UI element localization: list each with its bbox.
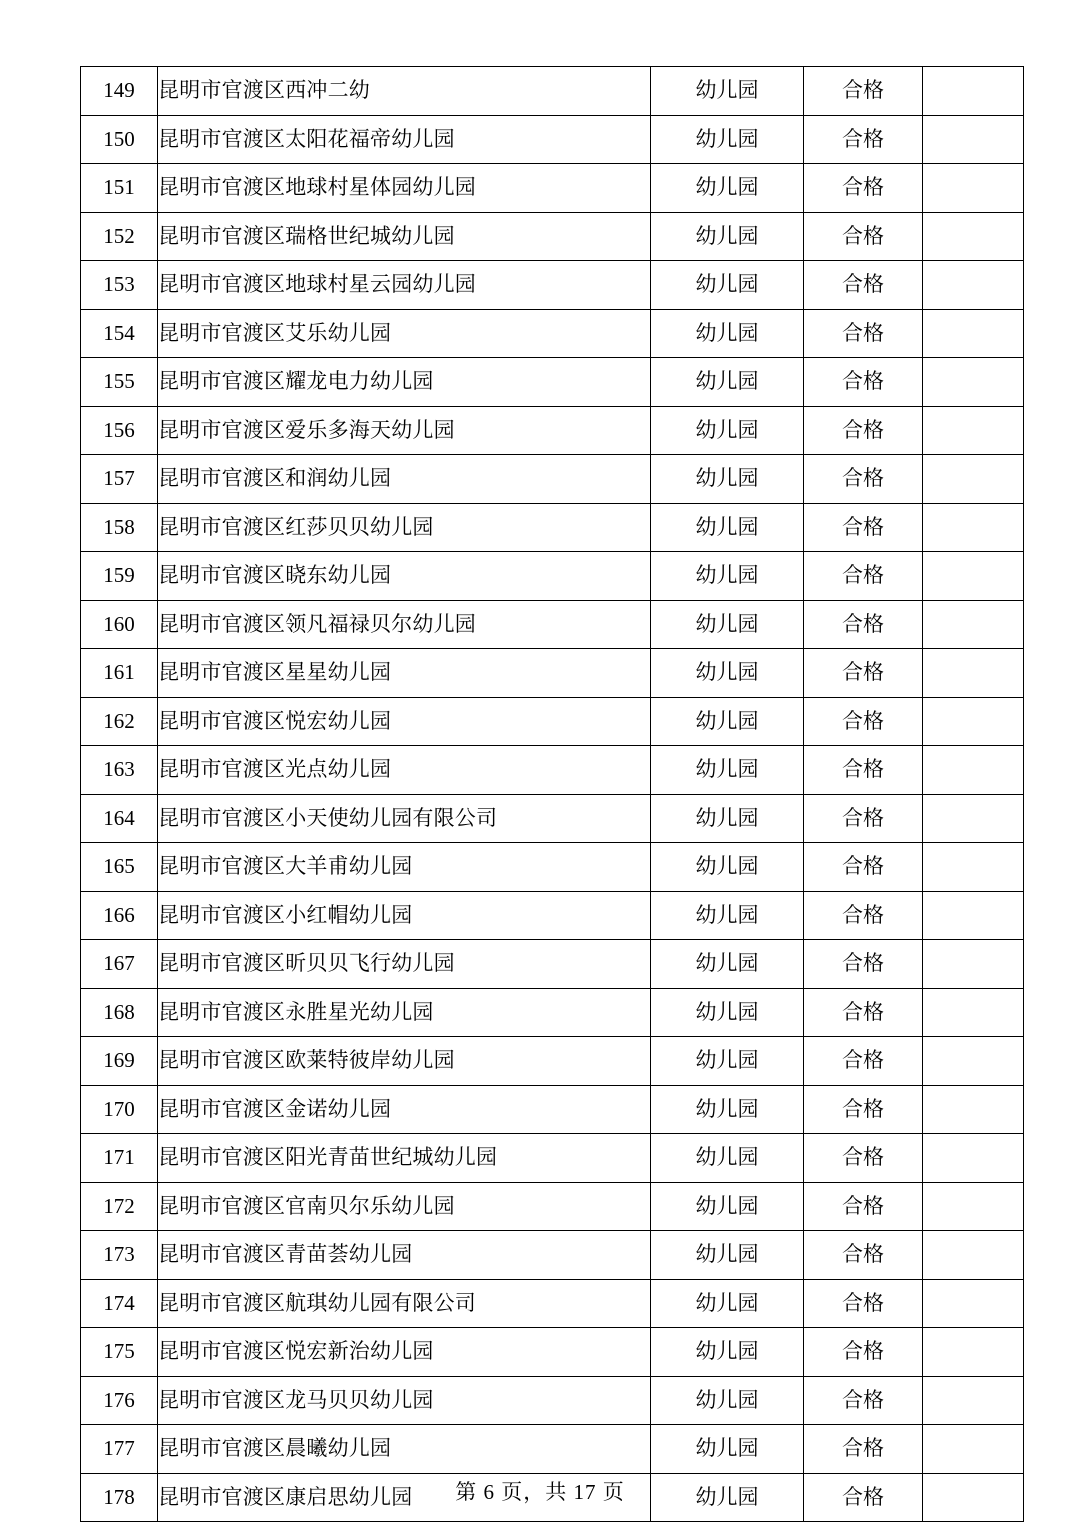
- row-result-cell: 合格: [804, 503, 923, 552]
- table-row: [81, 794, 1024, 843]
- row-name-cell: 昆明市官渡区星星幼儿园: [158, 649, 651, 698]
- row-remark-cell: [923, 1182, 1024, 1231]
- table-row: [81, 843, 1024, 892]
- row-type-cell: 幼儿园: [651, 1328, 804, 1377]
- row-remark-cell: [923, 843, 1024, 892]
- table-row: [81, 552, 1024, 601]
- row-result-cell: 合格: [804, 455, 923, 504]
- row-type-cell: 幼儿园: [651, 1279, 804, 1328]
- row-result-cell: 合格: [804, 1231, 923, 1280]
- row-index-cell: 158: [81, 503, 158, 552]
- row-index-cell: 176: [81, 1376, 158, 1425]
- row-remark-cell: [923, 261, 1024, 310]
- table-row: [81, 1037, 1024, 1086]
- table-row: [81, 1279, 1024, 1328]
- table-row: [81, 358, 1024, 407]
- row-result-cell: 合格: [804, 988, 923, 1037]
- row-name-cell: 昆明市官渡区地球村星云园幼儿园: [158, 261, 651, 310]
- row-result-cell: 合格: [804, 358, 923, 407]
- table-row: [81, 1134, 1024, 1183]
- row-result-cell: 合格: [804, 67, 923, 116]
- row-name-cell: 昆明市官渡区康启思幼儿园: [158, 1473, 651, 1522]
- row-result-cell: 合格: [804, 1425, 923, 1474]
- row-remark-cell: [923, 940, 1024, 989]
- row-name-cell: 昆明市官渡区航琪幼儿园有限公司: [158, 1279, 651, 1328]
- row-type-cell: 幼儿园: [651, 843, 804, 892]
- table-row: [81, 406, 1024, 455]
- row-index-cell: 161: [81, 649, 158, 698]
- row-type-cell: 幼儿园: [651, 261, 804, 310]
- table-row: [81, 1328, 1024, 1377]
- row-index-cell: 164: [81, 794, 158, 843]
- row-type-cell: 幼儿园: [651, 649, 804, 698]
- row-name-cell: 昆明市官渡区欧莱特彼岸幼儿园: [158, 1037, 651, 1086]
- row-index-cell: 159: [81, 552, 158, 601]
- table-row: [81, 1231, 1024, 1280]
- row-remark-cell: [923, 1376, 1024, 1425]
- row-index-cell: 153: [81, 261, 158, 310]
- row-index-cell: 169: [81, 1037, 158, 1086]
- row-type-cell: 幼儿园: [651, 455, 804, 504]
- table-row: [81, 503, 1024, 552]
- row-type-cell: 幼儿园: [651, 697, 804, 746]
- row-type-cell: 幼儿园: [651, 309, 804, 358]
- row-index-cell: 171: [81, 1134, 158, 1183]
- row-remark-cell: [923, 164, 1024, 213]
- page-footer: 第 6 页，共 17 页: [455, 1480, 625, 1504]
- row-result-cell: 合格: [804, 1376, 923, 1425]
- row-remark-cell: [923, 115, 1024, 164]
- row-type-cell: 幼儿园: [651, 212, 804, 261]
- row-index-cell: 170: [81, 1085, 158, 1134]
- row-result-cell: 合格: [804, 697, 923, 746]
- row-index-cell: 172: [81, 1182, 158, 1231]
- row-result-cell: 合格: [804, 649, 923, 698]
- row-type-cell: 幼儿园: [651, 1085, 804, 1134]
- row-remark-cell: [923, 891, 1024, 940]
- row-name-cell: 昆明市官渡区瑞格世纪城幼儿园: [158, 212, 651, 261]
- row-index-cell: 151: [81, 164, 158, 213]
- row-name-cell: 昆明市官渡区晨曦幼儿园: [158, 1425, 651, 1474]
- row-index-cell: 163: [81, 746, 158, 795]
- row-type-cell: 幼儿园: [651, 1037, 804, 1086]
- row-type-cell: 幼儿园: [651, 1473, 804, 1522]
- row-index-cell: 150: [81, 115, 158, 164]
- row-type-cell: 幼儿园: [651, 1376, 804, 1425]
- row-result-cell: 合格: [804, 309, 923, 358]
- row-name-cell: 昆明市官渡区昕贝贝飞行幼儿园: [158, 940, 651, 989]
- table-row: [81, 309, 1024, 358]
- row-index-cell: 154: [81, 309, 158, 358]
- row-index-cell: 168: [81, 988, 158, 1037]
- row-type-cell: 幼儿园: [651, 358, 804, 407]
- row-index-cell: 155: [81, 358, 158, 407]
- row-result-cell: 合格: [804, 600, 923, 649]
- row-remark-cell: [923, 1279, 1024, 1328]
- table-row: [81, 1376, 1024, 1425]
- row-name-cell: 昆明市官渡区龙马贝贝幼儿园: [158, 1376, 651, 1425]
- row-name-cell: 昆明市官渡区青苗荟幼儿园: [158, 1231, 651, 1280]
- row-result-cell: 合格: [804, 261, 923, 310]
- row-type-cell: 幼儿园: [651, 67, 804, 116]
- row-index-cell: 157: [81, 455, 158, 504]
- row-type-cell: 幼儿园: [651, 115, 804, 164]
- table-row: [81, 455, 1024, 504]
- row-remark-cell: [923, 1085, 1024, 1134]
- row-remark-cell: [923, 503, 1024, 552]
- row-result-cell: 合格: [804, 406, 923, 455]
- row-result-cell: 合格: [804, 1473, 923, 1522]
- row-remark-cell: [923, 455, 1024, 504]
- row-name-cell: 昆明市官渡区耀龙电力幼儿园: [158, 358, 651, 407]
- row-remark-cell: [923, 358, 1024, 407]
- row-remark-cell: [923, 1134, 1024, 1183]
- table-row: [81, 891, 1024, 940]
- row-name-cell: 昆明市官渡区爱乐多海天幼儿园: [158, 406, 651, 455]
- row-result-cell: 合格: [804, 1328, 923, 1377]
- row-result-cell: 合格: [804, 1037, 923, 1086]
- row-index-cell: 174: [81, 1279, 158, 1328]
- row-index-cell: 167: [81, 940, 158, 989]
- row-type-cell: 幼儿园: [651, 940, 804, 989]
- row-index-cell: 165: [81, 843, 158, 892]
- listing-table-body: [81, 67, 1024, 1522]
- row-type-cell: 幼儿园: [651, 1425, 804, 1474]
- row-remark-cell: [923, 600, 1024, 649]
- row-index-cell: 160: [81, 600, 158, 649]
- row-remark-cell: [923, 406, 1024, 455]
- row-result-cell: 合格: [804, 115, 923, 164]
- row-name-cell: 昆明市官渡区领凡福禄贝尔幼儿园: [158, 600, 651, 649]
- table-row: [81, 746, 1024, 795]
- row-index-cell: 166: [81, 891, 158, 940]
- row-remark-cell: [923, 794, 1024, 843]
- row-name-cell: 昆明市官渡区永胜星光幼儿园: [158, 988, 651, 1037]
- row-name-cell: 昆明市官渡区红莎贝贝幼儿园: [158, 503, 651, 552]
- row-remark-cell: [923, 212, 1024, 261]
- table-row: [81, 261, 1024, 310]
- row-name-cell: 昆明市官渡区西冲二幼: [158, 67, 651, 116]
- row-name-cell: 昆明市官渡区小红帽幼儿园: [158, 891, 651, 940]
- row-result-cell: 合格: [804, 1134, 923, 1183]
- row-result-cell: 合格: [804, 746, 923, 795]
- row-result-cell: 合格: [804, 552, 923, 601]
- row-name-cell: 昆明市官渡区阳光青苗世纪城幼儿园: [158, 1134, 651, 1183]
- table-row: [81, 67, 1024, 116]
- table-row: [81, 164, 1024, 213]
- row-index-cell: 177: [81, 1425, 158, 1474]
- row-name-cell: 昆明市官渡区悦宏新治幼儿园: [158, 1328, 651, 1377]
- row-remark-cell: [923, 67, 1024, 116]
- row-result-cell: 合格: [804, 940, 923, 989]
- row-type-cell: 幼儿园: [651, 1182, 804, 1231]
- row-name-cell: 昆明市官渡区金诺幼儿园: [158, 1085, 651, 1134]
- row-result-cell: 合格: [804, 1085, 923, 1134]
- row-type-cell: 幼儿园: [651, 891, 804, 940]
- row-type-cell: 幼儿园: [651, 406, 804, 455]
- row-result-cell: 合格: [804, 164, 923, 213]
- row-result-cell: 合格: [804, 843, 923, 892]
- row-remark-cell: [923, 1425, 1024, 1474]
- row-type-cell: 幼儿园: [651, 164, 804, 213]
- row-name-cell: 昆明市官渡区大羊甫幼儿园: [158, 843, 651, 892]
- row-index-cell: 149: [81, 67, 158, 116]
- row-type-cell: 幼儿园: [651, 1231, 804, 1280]
- row-type-cell: 幼儿园: [651, 988, 804, 1037]
- row-name-cell: 昆明市官渡区地球村星体园幼儿园: [158, 164, 651, 213]
- row-name-cell: 昆明市官渡区光点幼儿园: [158, 746, 651, 795]
- table-row: [81, 1085, 1024, 1134]
- row-name-cell: 昆明市官渡区小天使幼儿园有限公司: [158, 794, 651, 843]
- row-remark-cell: [923, 1328, 1024, 1377]
- row-type-cell: 幼儿园: [651, 552, 804, 601]
- row-remark-cell: [923, 552, 1024, 601]
- row-type-cell: 幼儿园: [651, 600, 804, 649]
- row-type-cell: 幼儿园: [651, 503, 804, 552]
- row-name-cell: 昆明市官渡区太阳花福帝幼儿园: [158, 115, 651, 164]
- row-remark-cell: [923, 1037, 1024, 1086]
- row-index-cell: 152: [81, 212, 158, 261]
- table-row: [81, 212, 1024, 261]
- table-row: [81, 988, 1024, 1037]
- row-type-cell: 幼儿园: [651, 794, 804, 843]
- row-name-cell: 昆明市官渡区艾乐幼儿园: [158, 309, 651, 358]
- table-row: [81, 115, 1024, 164]
- row-result-cell: 合格: [804, 212, 923, 261]
- row-remark-cell: [923, 649, 1024, 698]
- row-index-cell: 173: [81, 1231, 158, 1280]
- table-row: [81, 1182, 1024, 1231]
- table-row: [81, 940, 1024, 989]
- row-name-cell: 昆明市官渡区官南贝尔乐幼儿园: [158, 1182, 651, 1231]
- row-name-cell: 昆明市官渡区晓东幼儿园: [158, 552, 651, 601]
- row-name-cell: 昆明市官渡区和润幼儿园: [158, 455, 651, 504]
- listing-table-container: [80, 66, 996, 1522]
- row-remark-cell: [923, 746, 1024, 795]
- row-result-cell: 合格: [804, 794, 923, 843]
- row-index-cell: 175: [81, 1328, 158, 1377]
- row-result-cell: 合格: [804, 1182, 923, 1231]
- row-name-cell: 昆明市官渡区悦宏幼儿园: [158, 697, 651, 746]
- row-result-cell: 合格: [804, 1279, 923, 1328]
- row-index-cell: 178: [81, 1473, 158, 1522]
- row-remark-cell: [923, 988, 1024, 1037]
- row-remark-cell: [923, 309, 1024, 358]
- table-row: [81, 600, 1024, 649]
- row-remark-cell: [923, 1231, 1024, 1280]
- row-type-cell: 幼儿园: [651, 1134, 804, 1183]
- table-row: [81, 697, 1024, 746]
- table-row: [81, 1425, 1024, 1474]
- table-row: [81, 649, 1024, 698]
- listing-table: [80, 66, 1024, 1522]
- row-index-cell: 156: [81, 406, 158, 455]
- row-type-cell: 幼儿园: [651, 746, 804, 795]
- row-result-cell: 合格: [804, 891, 923, 940]
- row-index-cell: 162: [81, 697, 158, 746]
- row-remark-cell: [923, 697, 1024, 746]
